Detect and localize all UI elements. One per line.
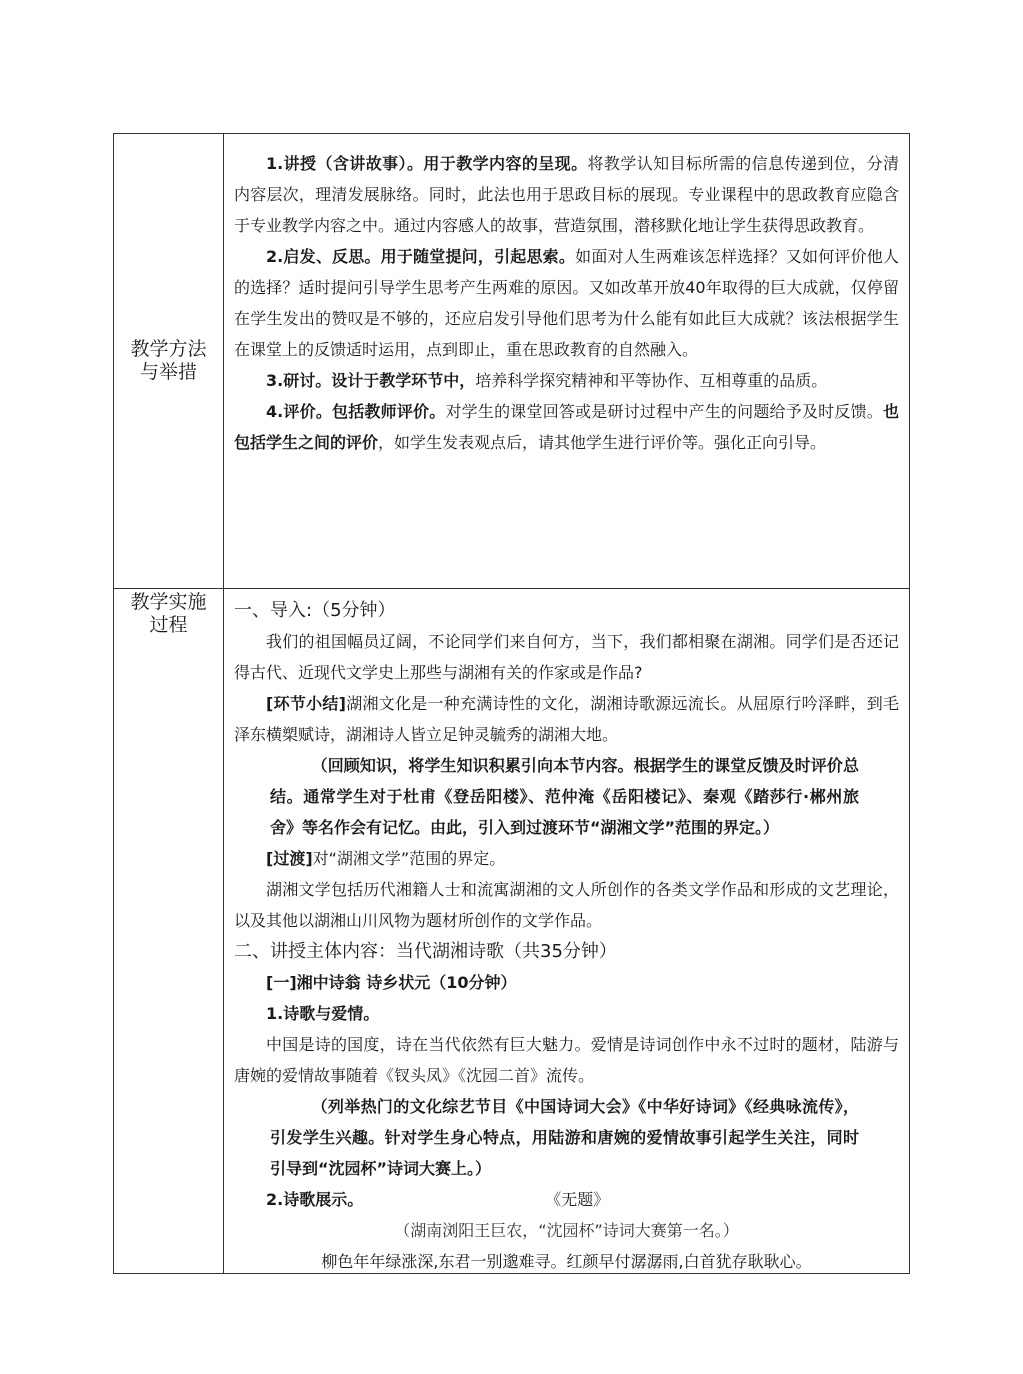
transition-paragraph: [过渡]对“湖湘文学”范围的界定。 bbox=[266, 849, 506, 868]
lesson-plan-table bbox=[113, 133, 910, 1274]
summary-paragraph: [环节小结]湖湘文化是一种充满诗性的文化，湖湘诗歌源远流长。从屈原行吟泽畔，到毛泽东横槊赋诗，湖湘诗人皆立足钟灵毓秀的湖湘大地。 bbox=[234, 694, 899, 744]
method-paragraph: 1.讲授（含讲故事）。用于教学内容的呈现。将教学认知目标所需的信息传递到位，分清内容层次，理清发展脉络。同时，此法也用于思政目标的展现。专业课程中的思政教育应隐含于专业教学内容之中。通过内容感人的故事，营造氛围，潜移默化地让学生获得思政教育。 bbox=[234, 154, 899, 235]
subsection-heading: [一]湘中诗翁 诗乡状元（10分钟） bbox=[266, 973, 517, 992]
teaching-note: （列举热门的文化综艺节目《中国诗词大会》《中华好诗词》《经典咏流传》，引发学生兴趣。针对学生身心特点，用陆游和唐婉的爱情故事引起学生关注，同时引导到“沈园杯”诗词大赛上。） bbox=[270, 1097, 859, 1178]
process-row bbox=[114, 589, 909, 1273]
teaching-note: （回顾知识，将学生知识积累引向本节内容。根据学生的课堂反馈及时评价总结。通常学生对于杜甫《登岳阳楼》、范仲淹《岳阳楼记》、秦观《踏莎行·郴州旅舍》等名作会有记忆。由此，引入到过渡环节“湖湘文学”范围的界定。） bbox=[270, 756, 859, 837]
process-content bbox=[224, 589, 909, 1273]
content-paragraph: 中国是诗的国度，诗在当代依然有巨大魅力。爱情是诗词创作中永不过时的题材，陆游与唐婉的爱情故事随着《钗头凤》《沈园二首》流传。 bbox=[234, 1035, 899, 1085]
poem-author: （湖南浏阳王巨农，“沈园杯”诗词大赛第一名。） bbox=[394, 1221, 739, 1240]
point-heading: 1.诗歌与爱情。 bbox=[266, 1004, 380, 1023]
methods-row bbox=[114, 134, 909, 589]
method-paragraph: 4.评价。包括教师评价。对学生的课堂回答或是研讨过程中产生的问题给予及时反馈。也包括学生之间的评价，如学生发表观点后，请其他学生进行评价等。强化正向引导。 bbox=[234, 402, 899, 452]
definition-paragraph: 湖湘文学包括历代湘籍人士和流寓湖湘的文人所创作的各类文学作品和形成的文艺理论，以及其他以湖湘山川风物为题材所创作的文学作品。 bbox=[234, 880, 899, 930]
section-heading: 二、讲授主体内容：当代湖湘诗歌（共35分钟） bbox=[234, 941, 617, 962]
methods-content bbox=[224, 134, 909, 588]
poem-title: 《无题》 bbox=[545, 1190, 610, 1209]
method-paragraph: 3.研讨。设计于教学环节中，培养科学探究精神和平等协作、互相尊重的品质。 bbox=[266, 371, 828, 390]
process-label: 教学实施过程 bbox=[114, 589, 224, 1273]
methods-label: 教学方法与举措 bbox=[114, 134, 224, 588]
point-heading: 2.诗歌展示。 《无题》 bbox=[234, 1184, 899, 1215]
intro-paragraph: 我们的祖国幅员辽阔，不论同学们来自何方，当下，我们都相聚在湖湘。同学们是否还记得古代、近现代文学史上那些与湖湘有关的作家或是作品? bbox=[234, 632, 899, 682]
section-heading: 一、导入:（5分钟） bbox=[234, 600, 396, 621]
poem-line: 柳色年年绿涨深,东君一别邈难寻。红颜早付潺潺雨,白首犹存耿耿心。 bbox=[321, 1252, 812, 1271]
method-paragraph: 2.启发、反思。用于随堂提问，引起思索。如面对人生两难该怎样选择？又如何评价他人的选择？适时提问引导学生思考产生两难的原因。又如改革开放40年取得的巨大成就，仅停留在学生发出的赞叹是不够的，还应启发引导他们思考为什么能有如此巨大成就？该法根据学生在课堂上的反馈适时运用，点到即止，重在思政教育的自然融入。 bbox=[234, 247, 899, 359]
